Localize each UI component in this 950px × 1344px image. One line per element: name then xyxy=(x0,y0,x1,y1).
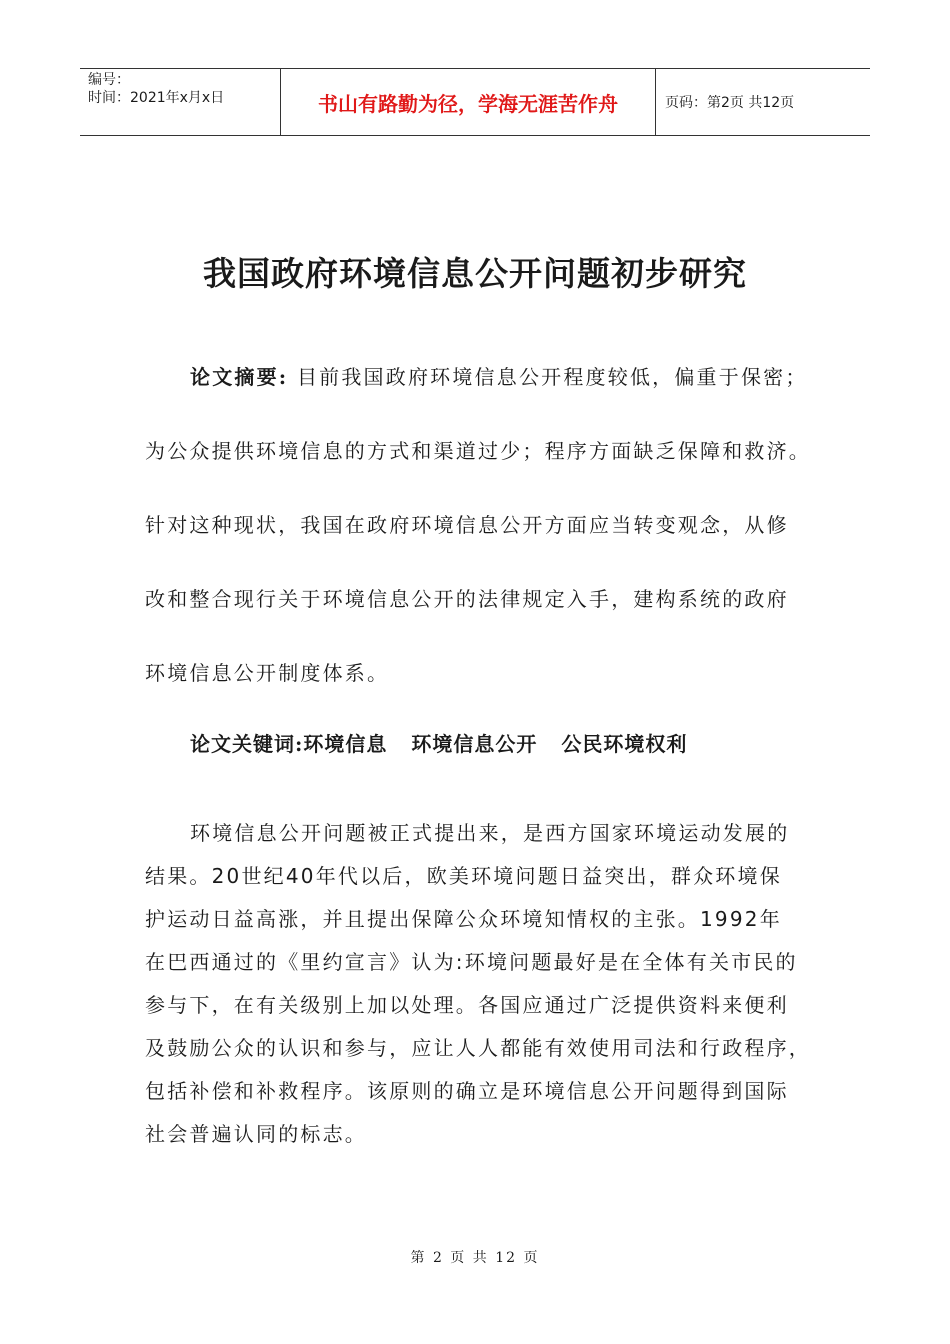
abstract-section xyxy=(145,340,815,710)
abstract-label: 论文摘要: xyxy=(190,365,289,389)
abstract-line xyxy=(145,340,815,414)
keyword: 环境信息公开 xyxy=(411,732,538,756)
body-line: 参与下，在有关级别上加以处理。各国应通过广泛提供资料来便利 xyxy=(145,993,789,1017)
body-line: 包括补偿和补救程序。该原则的确立是环境信息公开问题得到国际 xyxy=(145,1079,789,1103)
header-page-info: 页码：第2页 共12页 xyxy=(665,95,795,111)
time-label: 时间：2021年x月x日 xyxy=(88,90,225,106)
header-meta-cell xyxy=(80,69,281,135)
number-label: 编号： xyxy=(88,72,130,88)
abstract-line: 改和整合现行关于环境信息公开的法律规定入手，建构系统的政府 xyxy=(145,587,789,611)
body-line: 社会普遍认同的标志。 xyxy=(145,1122,367,1146)
body-paragraph xyxy=(145,812,815,1156)
page-footer: 第 2 页 共 12 页 xyxy=(410,1250,540,1266)
body-line: 及鼓励公众的认识和参与，应让人人都能有效使用司法和行政程序， xyxy=(145,1036,811,1060)
document-title: 我国政府环境信息公开问题初步研究 xyxy=(203,254,747,293)
body-line: 环境信息公开问题被正式提出来，是西方国家环境运动发展的 xyxy=(190,821,790,845)
abstract-line: 为公众提供环境信息的方式和渠道过少；程序方面缺乏保障和救济。 xyxy=(145,439,811,463)
document-header xyxy=(80,68,870,136)
keyword: 环境信息 xyxy=(303,732,388,756)
abstract-text: 目前我国政府环境信息公开程度较低，偏重于保密； xyxy=(296,365,808,389)
header-motto: 书山有路勤为径，学海无涯苦作舟 xyxy=(281,69,656,135)
keywords-section xyxy=(190,728,687,757)
body-line: 护运动日益高涨，并且提出保障公众环境知情权的主张。1992年 xyxy=(145,907,782,931)
keyword: 公民环境权利 xyxy=(561,732,688,756)
abstract-line: 环境信息公开制度体系。 xyxy=(145,661,390,685)
body-line: 结果。20世纪40年代以后，欧美环境问题日益突出，群众环境保 xyxy=(145,864,782,888)
keywords-label: 论文关键词: xyxy=(190,732,304,756)
abstract-line: 针对这种现状，我国在政府环境信息公开方面应当转变观念，从修 xyxy=(145,513,789,537)
body-line: 在巴西通过的《里约宣言》认为:环境问题最好是在全体有关市民的 xyxy=(145,950,798,974)
